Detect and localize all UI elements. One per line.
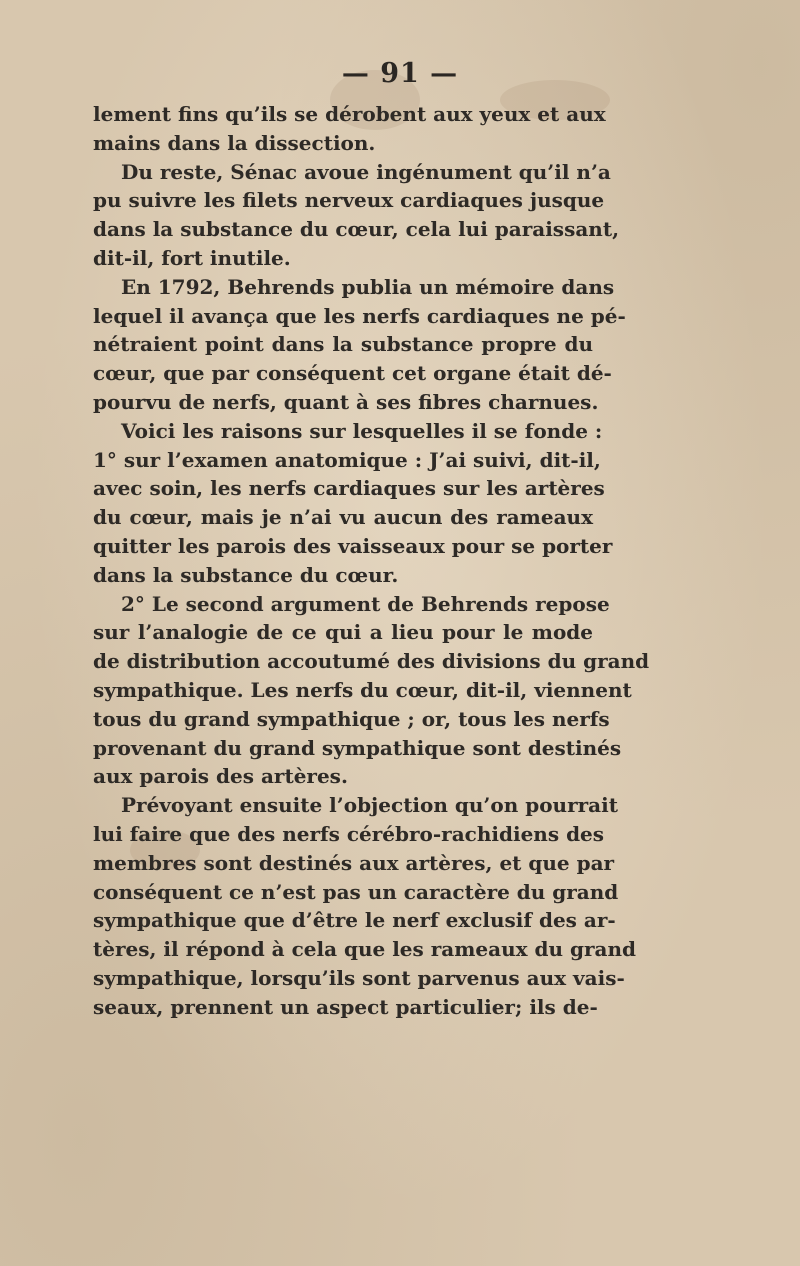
text-line: avec soin, les nerfs cardiaques sur les artères: [93, 476, 605, 501]
text-line: Du reste, Sénac avoue ingénument qu’il n’a: [121, 159, 611, 184]
text-line: mains dans la dissection.: [93, 130, 376, 155]
text-line: lui faire que des nerfs cérébro-rachidiens des: [93, 821, 605, 846]
text-line: tères, il répond à cela que les rameaux du grand: [93, 937, 637, 962]
text-line: 2° Le second argument de Behrends repose: [121, 591, 610, 616]
text-line: lequel il avança que les nerfs cardiaques ne pé-: [93, 303, 626, 328]
text-line: sur l’analogie de ce qui a lieu pour le mode: [93, 620, 593, 645]
paragraph: [93, 417, 613, 590]
text-line: membres sont destinés aux artères, et que par: [93, 850, 615, 875]
text-line: sympathique que d’être le nerf exclusif des ar-: [93, 908, 616, 933]
text-line: sympathique. Les nerfs du cœur, dit-il, viennent: [93, 677, 632, 702]
text-line: pu suivre les filets nerveux cardiaques jusque: [93, 188, 605, 213]
paragraph: [93, 273, 626, 417]
text-line: seaux, prennent un aspect particulier; ils de-: [93, 994, 598, 1019]
text-line: quitter les parois des vaisseaux pour se porter: [93, 533, 613, 558]
text-line: sympathique, lorsqu’ils sont parvenus aux vais-: [93, 965, 625, 990]
text-line: aux parois des artères.: [93, 764, 348, 789]
body-text: [93, 100, 650, 1022]
text-line: lement fins qu’ils se dérobent aux yeux et aux: [93, 102, 606, 126]
paragraph: [93, 158, 620, 273]
page-number: — 91 —: [341, 58, 459, 89]
text-line: tous du grand sympathique ; or, tous les nerfs: [93, 706, 610, 731]
text-line: pourvu de nerfs, quant à ses fibres charnues.: [93, 389, 599, 414]
text-line: Voici les raisons sur lesquelles il se fonde :: [121, 418, 603, 443]
text-line: dit-il, fort inutile.: [93, 245, 291, 270]
text-line: nétraient point dans la substance propre du: [93, 332, 593, 357]
text-line: conséquent ce n’est pas un caractère du grand: [93, 879, 619, 904]
text-line: du cœur, mais je n’ai vu aucun des rameaux: [93, 505, 593, 530]
text-line: Prévoyant ensuite l’objection qu’on pourrait: [121, 793, 618, 818]
paragraph: [93, 100, 606, 158]
text-line: de distribution accoutumé des divisions du grand: [93, 649, 650, 674]
paragraph: [93, 791, 637, 1021]
text-line: dans la substance du cœur.: [93, 562, 399, 587]
text-line: dans la substance du cœur, cela lui paraissant,: [93, 217, 620, 242]
text-line: provenant du grand sympathique sont destinés: [93, 735, 622, 760]
text-line: En 1792, Behrends publia un mémoire dans: [121, 274, 615, 299]
text-line: 1° sur l’examen anatomique : J’ai suivi, dit-il,: [93, 447, 601, 472]
text-line: cœur, que par conséquent cet organe était dé-: [93, 361, 612, 386]
paragraph: [93, 590, 650, 792]
